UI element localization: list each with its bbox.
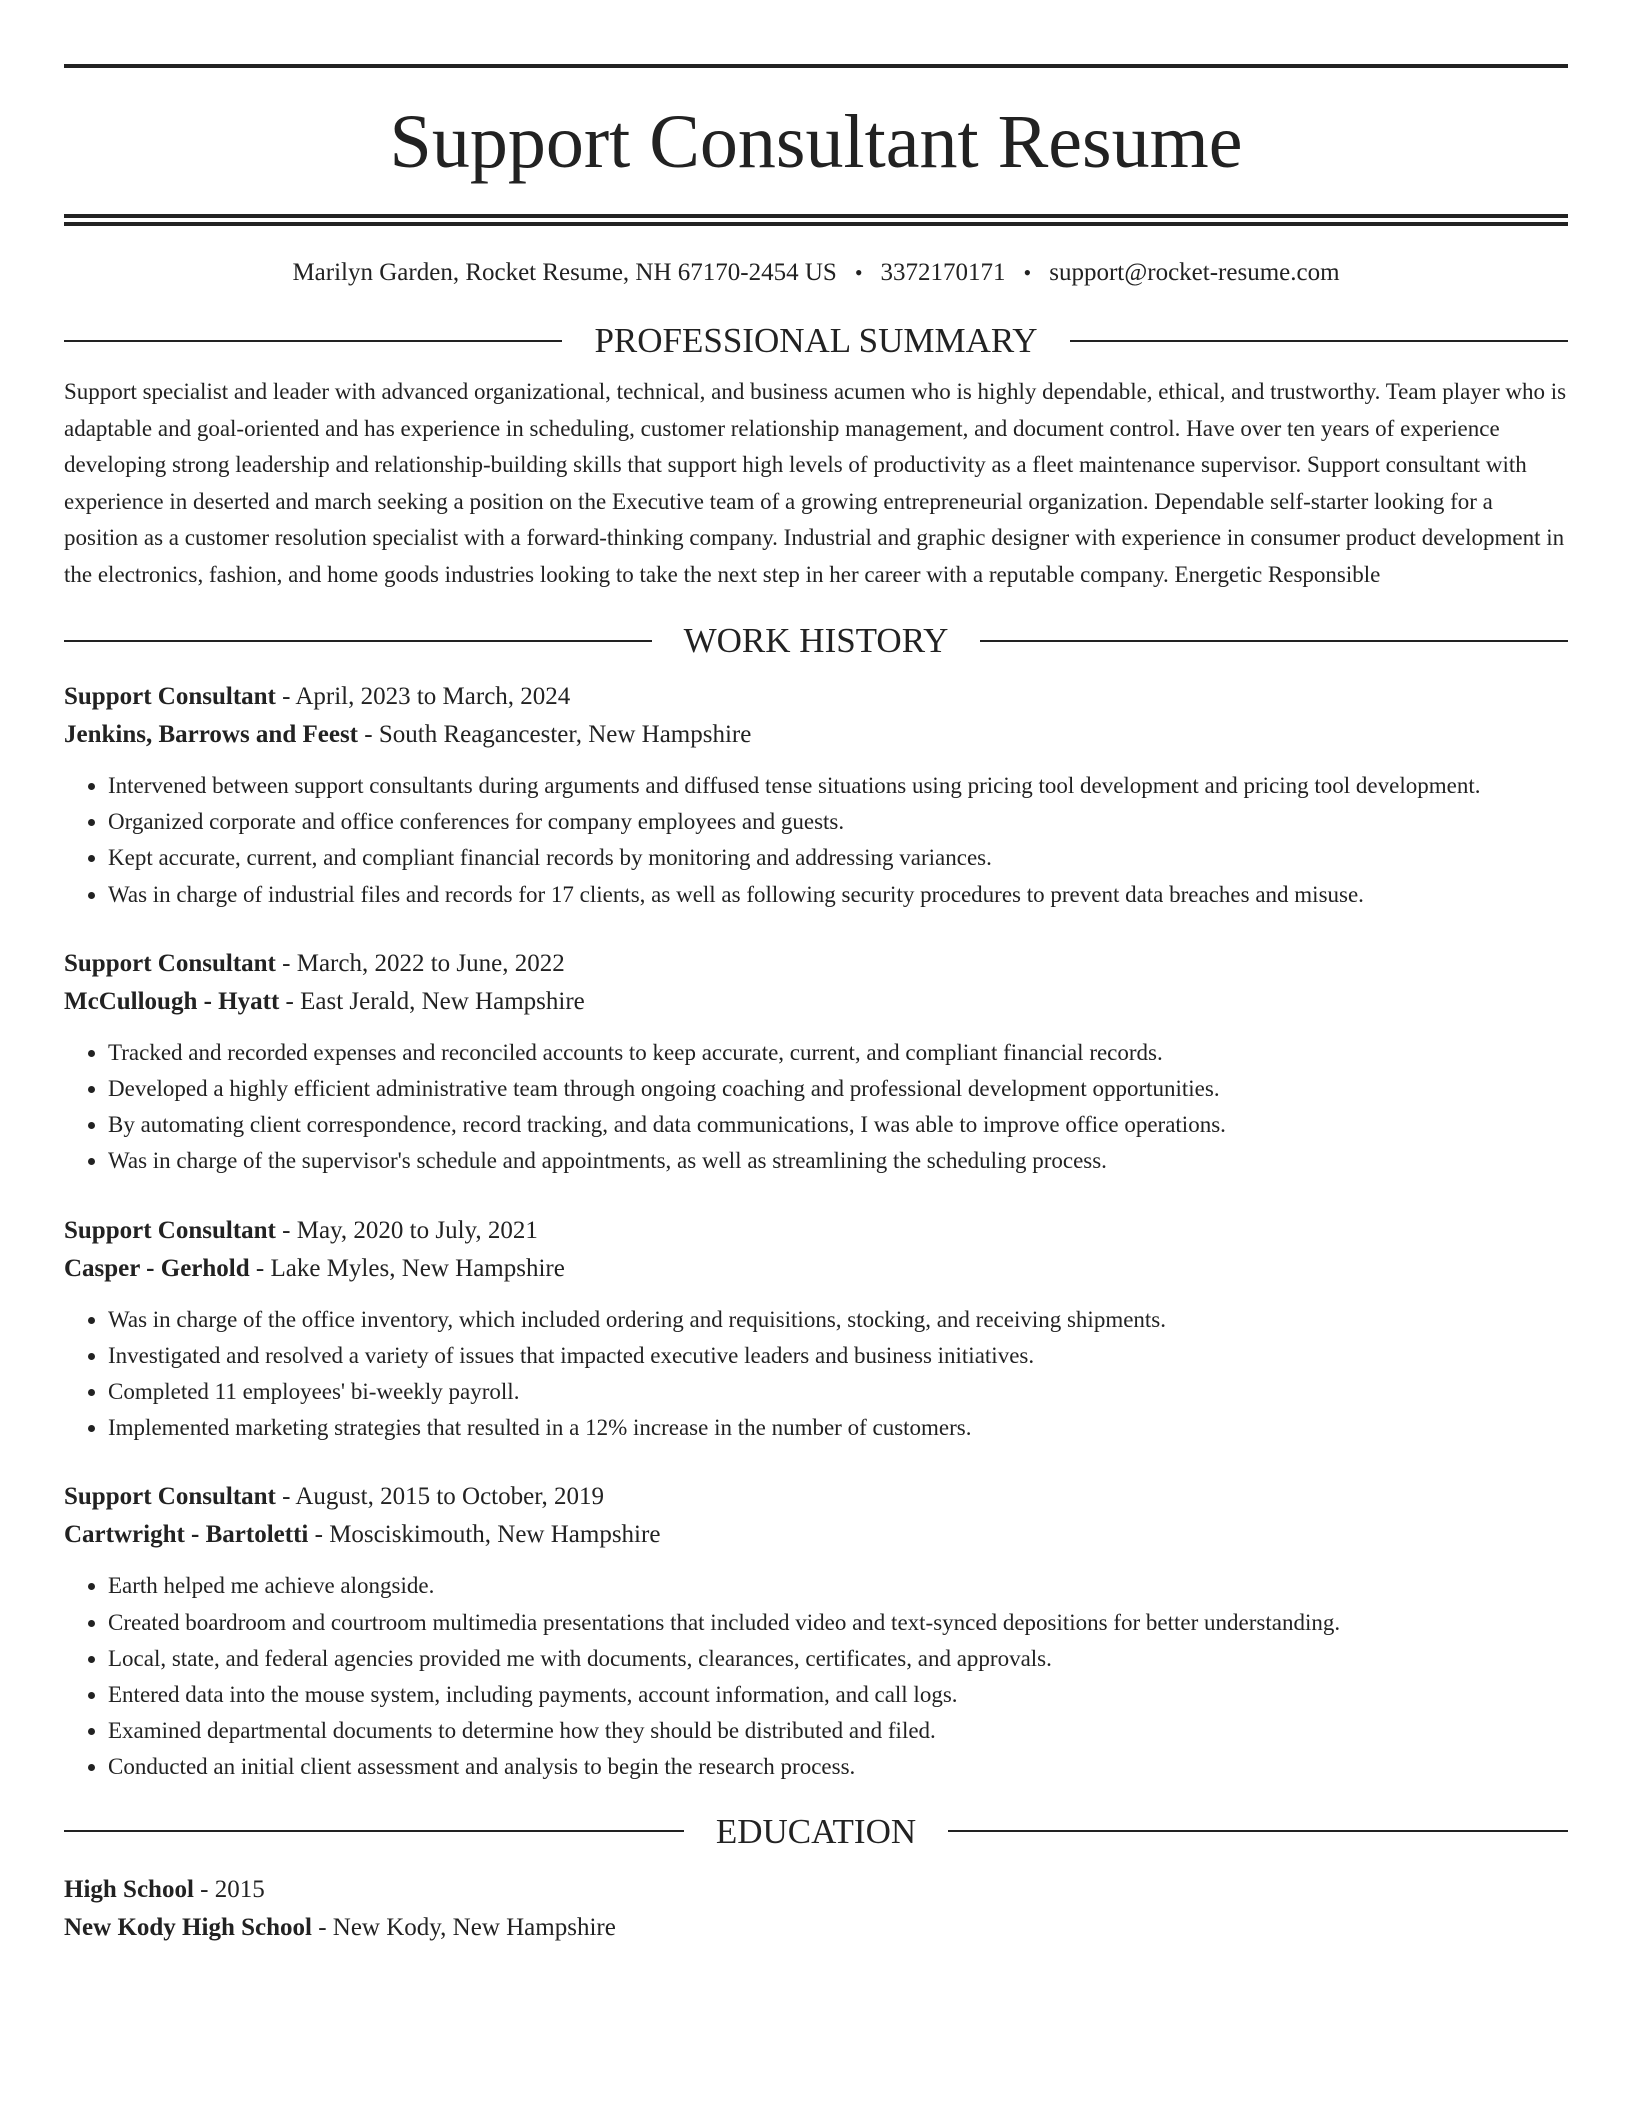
- job-title: Support Consultant: [64, 1216, 276, 1244]
- summary-heading-label: PROFESSIONAL SUMMARY: [594, 321, 1038, 360]
- job-company-line: [64, 1516, 1568, 1554]
- contact-separator: •: [1023, 259, 1032, 285]
- page-title: Support Consultant Resume: [389, 100, 1243, 184]
- job-company: Casper - Gerhold: [64, 1254, 250, 1282]
- job-location: - Mosciskimouth, New Hampshire: [308, 1521, 661, 1549]
- bullet-item: • Examined departmental documents to determine how they should be distributed and filed.: [108, 1713, 1568, 1749]
- job-bullets: [64, 768, 1568, 913]
- job-title: Support Consultant: [64, 1483, 276, 1511]
- bullet-item: • Local, state, and federal agencies provided me with documents, clearances, certificates, and approvals.: [108, 1641, 1568, 1677]
- bullet-item: • Created boardroom and courtroom multimedia presentations that included video and text-synced depositions for better understanding.: [108, 1605, 1568, 1641]
- job-title-line: [64, 1478, 1568, 1516]
- bullet-item: • Tracked and recorded expenses and reconciled accounts to keep accurate, current, and compliant financial records.: [108, 1035, 1568, 1071]
- work-history-heading: [64, 623, 1568, 658]
- job-entry: [64, 1478, 1568, 1785]
- bullet-item: • Was in charge of industrial files and records for 17 clients, as well as following security procedures to prevent data breaches and misuse.: [108, 877, 1568, 913]
- job-entry: [64, 945, 1568, 1180]
- job-bullets: [64, 1302, 1568, 1447]
- job-dates: - April, 2023 to March, 2024: [275, 683, 571, 710]
- heading-rule-left: [64, 340, 562, 342]
- contact-line: [64, 260, 1568, 285]
- job-title-line: [64, 678, 1568, 716]
- job-dates: - March, 2022 to June, 2022: [275, 949, 565, 977]
- job-bullets: [64, 1568, 1568, 1785]
- title-divider: [64, 214, 1568, 226]
- job-title-line: [64, 1212, 1568, 1250]
- education-school-line: [64, 1909, 1568, 1947]
- job-title-line: [64, 945, 1568, 983]
- bullet-item: • Organized corporate and office conferences for company employees and guests.: [108, 804, 1568, 840]
- heading-rule-left: [64, 640, 652, 642]
- job-company-line: [64, 716, 1568, 754]
- heading-rule-right: [1070, 340, 1568, 342]
- bullet-item: • Earth helped me achieve alongside.: [108, 1568, 1568, 1604]
- heading-rule-left: [64, 1830, 684, 1832]
- summary-heading: [64, 323, 1568, 358]
- job-location: - South Reagancester, New Hampshire: [358, 721, 752, 748]
- bullet-item: • Implemented marketing strategies that resulted in a 12% increase in the number of customers.: [108, 1410, 1568, 1446]
- work-history-heading-label: WORK HISTORY: [683, 621, 949, 660]
- bullet-item: • Was in charge of the supervisor's schedule and appointments, as well as streamlining the scheduling process.: [108, 1143, 1568, 1179]
- education-heading: [64, 1811, 1568, 1851]
- bullet-item: • Investigated and resolved a variety of issues that impacted executive leaders and business initiatives.: [108, 1338, 1568, 1374]
- contact-phone: 3372170171: [880, 259, 1006, 286]
- job-dates: - August, 2015 to October, 2019: [275, 1483, 605, 1511]
- bullet-item: • Entered data into the mouse system, including payments, account information, and call logs.: [108, 1677, 1568, 1713]
- job-entry: [64, 1212, 1568, 1447]
- job-company-line: [64, 1250, 1568, 1288]
- title-block: [64, 64, 1568, 206]
- bullet-item: • Kept accurate, current, and compliant financial records by monitoring and addressing variances.: [108, 840, 1568, 876]
- job-location: - Lake Myles, New Hampshire: [249, 1254, 565, 1282]
- job-entry: [64, 678, 1568, 913]
- summary-text: Support specialist and leader with advanced organizational, technical, and business acumen who is highly dependable, ethical, and trustworthy. Team player who is adaptable and goal-oriented and has experience in scheduling, customer relationship management, and document control. Have over ten years of experience developing strong leadership and relationship-building skills that support high levels of productivity as a fleet maintenance supervisor. Support consultant with experience in deserted and march seeking a position on the Executive team of a growing entrepreneurial organization. Dependable self-starter looking for a position as a customer resolution specialist with a forward-thinking company. Industrial and graphic designer with experience in consumer product development in the electronics, fashion, and home goods industries looking to take the next step in her career with a reputable company. Energetic Responsible: [64, 379, 1567, 587]
- education-heading-label: EDUCATION: [715, 1811, 917, 1851]
- bullet-item: • Developed a highly efficient administrative team through ongoing coaching and professional development opportunities.: [108, 1071, 1568, 1107]
- contact-separator: •: [854, 259, 863, 285]
- bullet-item: • Intervened between support consultants during arguments and diffused tense situations using pricing tool development and pricing tool development.: [108, 768, 1568, 804]
- bullet-item: • Conducted an initial client assessment and analysis to begin the research process.: [108, 1749, 1568, 1785]
- contact-address: Marilyn Garden, Rocket Resume, NH 67170-2454 US: [292, 259, 837, 286]
- bullet-item: • Was in charge of the office inventory, which included ordering and requisitions, stocking, and receiving shipments.: [108, 1302, 1568, 1338]
- job-company-line: [64, 983, 1568, 1021]
- education-degree-line: [64, 1871, 1568, 1909]
- education-location: - New Kody, New Hampshire: [311, 1913, 616, 1941]
- bullet-item: • By automating client correspondence, record tracking, and data communications, I was able to improve office operations.: [108, 1107, 1568, 1143]
- job-title: Support Consultant: [64, 949, 276, 977]
- education-year: - 2015: [193, 1875, 265, 1903]
- education-school: New Kody High School: [64, 1913, 312, 1941]
- bullet-item: • Completed 11 employees' bi-weekly payroll.: [108, 1374, 1568, 1410]
- job-company: Jenkins, Barrows and Feest: [64, 721, 359, 748]
- job-company: McCullough - Hyatt: [64, 987, 280, 1015]
- education-degree: High School: [64, 1875, 194, 1903]
- job-bullets: [64, 1035, 1568, 1180]
- job-title: Support Consultant: [64, 683, 276, 710]
- heading-rule-right: [980, 640, 1568, 642]
- job-location: - East Jerald, New Hampshire: [279, 987, 585, 1015]
- heading-rule-right: [948, 1830, 1568, 1832]
- job-company: Cartwright - Bartoletti: [64, 1521, 309, 1549]
- education-entry: [64, 1871, 1568, 1947]
- job-dates: - May, 2020 to July, 2021: [275, 1216, 538, 1244]
- contact-email: support@rocket-resume.com: [1049, 259, 1340, 286]
- resume-page: [64, 0, 1568, 1947]
